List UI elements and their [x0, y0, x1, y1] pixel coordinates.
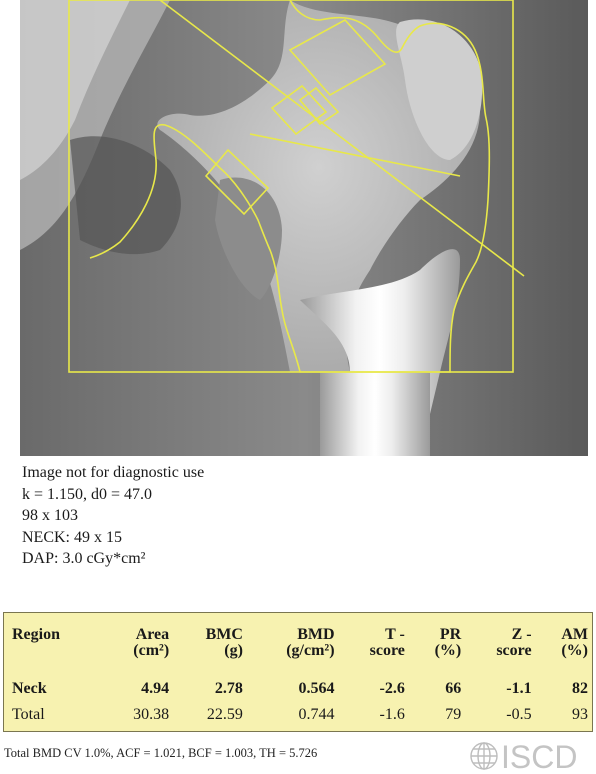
cell-am: 82: [572, 679, 588, 697]
info-matrix-size: 98 x 103: [22, 507, 78, 524]
cell-region: Neck: [12, 679, 47, 697]
dxa-hip-scan-image: [20, 0, 588, 456]
cell-area: 4.94: [141, 679, 170, 697]
header-pr: PR (%): [434, 626, 462, 659]
cell-z-score: -1.1: [506, 679, 532, 697]
info-k-d0: k = 1.150, d0 = 47.0: [22, 485, 153, 503]
cell-bmd: 0.564: [298, 679, 335, 697]
header-area: Area (cm²): [133, 626, 170, 659]
header-am: AM (%): [561, 626, 588, 659]
header-z-score: Z - score: [496, 626, 532, 659]
logo-text: ISCD: [501, 740, 578, 772]
info-neck-size: NECK: 49 x 15: [22, 528, 122, 546]
cell-am: 93: [572, 705, 588, 723]
cell-bmd: 0.744: [298, 705, 335, 723]
cell-bmc: 22.59: [206, 705, 243, 723]
cell-t-score: -1.6: [379, 705, 405, 723]
table-header-row: [4, 613, 592, 675]
table-row: [4, 675, 592, 701]
header-t-score: T - score: [369, 626, 405, 659]
bmd-results-table: [3, 612, 593, 732]
scan-info: [22, 462, 422, 570]
bmd-footer-line: Total BMD CV 1.0%, ACF = 1.021, BCF = 1.003, TH = 5.726: [4, 746, 318, 760]
cell-bmc: 2.78: [214, 679, 243, 697]
iscd-logo: [468, 740, 592, 772]
cell-z-score: -0.5: [506, 705, 532, 723]
header-region: Region: [12, 626, 60, 643]
globe-icon: [468, 740, 592, 772]
info-disclaimer: Image not for diagnostic use: [22, 464, 205, 481]
cell-region: Total: [12, 705, 45, 723]
cell-pr: 66: [445, 679, 462, 697]
cell-area: 30.38: [133, 705, 170, 723]
cell-t-score: -2.6: [379, 679, 405, 697]
info-dap: DAP: 3.0 cGy*cm²: [22, 550, 146, 567]
header-bmd: BMD (g/cm²): [286, 626, 335, 659]
cell-pr: 79: [445, 705, 462, 723]
table-row: [4, 701, 592, 727]
header-bmc: BMC (g): [205, 626, 243, 659]
